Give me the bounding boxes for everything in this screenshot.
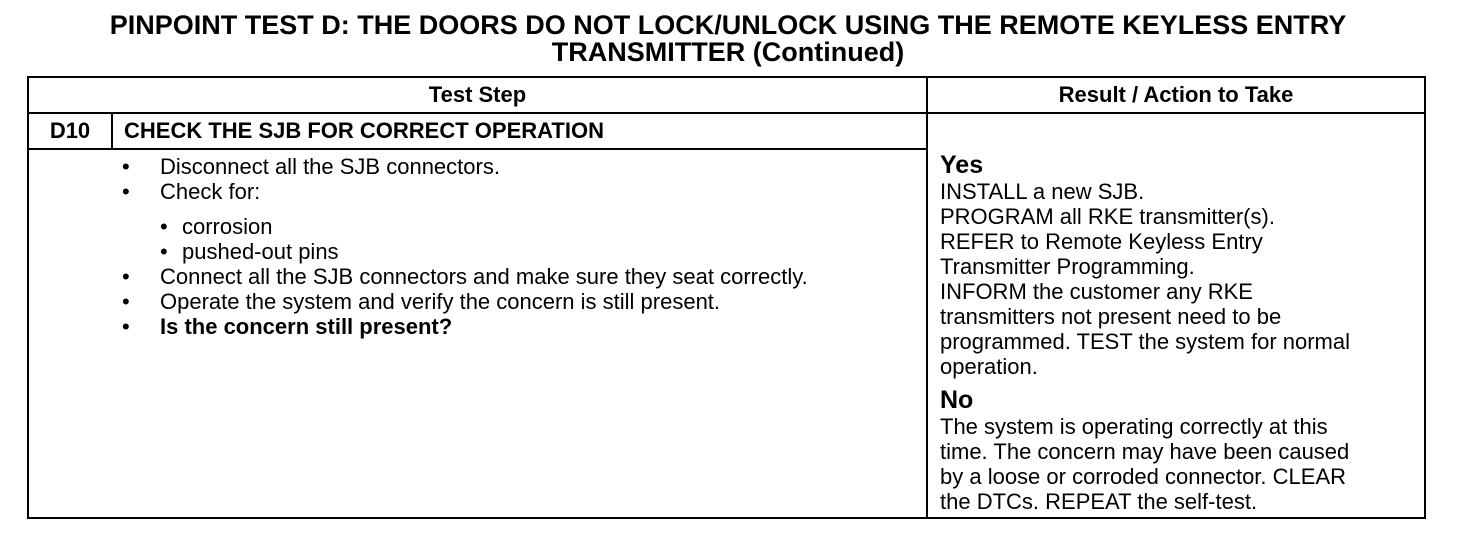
step-title-divider — [27, 148, 928, 150]
step-id-divider — [111, 112, 113, 150]
bullet-icon: • — [160, 239, 168, 264]
step-instructions — [116, 154, 916, 339]
list-item — [116, 314, 916, 339]
page-title — [0, 12, 1456, 66]
header-result-action: Result / Action to Take — [1058, 82, 1294, 107]
bullet-icon: • — [122, 289, 130, 314]
bullet-text: Check for: — [160, 179, 261, 204]
title-line-1: PINPOINT TEST D: THE DOORS DO NOT LOCK/UNLOCK USING THE REMOTE KEYLESS ENTRY — [109, 10, 1347, 40]
bullet-icon: • — [122, 179, 130, 204]
bullet-icon: • — [122, 314, 130, 339]
result-no-text: The system is operating correctly at this time. The concern may have been caused by a loose or corroded connector. CLEAR the DTCs. REPEAT the self-test. — [940, 414, 1350, 514]
bullet-icon: • — [122, 264, 130, 289]
bullet-icon: • — [160, 214, 168, 239]
list-item — [116, 289, 916, 314]
step-title: CHECK THE SJB FOR CORRECT OPERATION — [124, 118, 604, 143]
list-item — [116, 264, 840, 289]
header-divider — [27, 112, 1426, 114]
result-yes-text: INSTALL a new SJB. PROGRAM all RKE transmitter(s). REFER to Remote Keyless Entry Transmitter Programming. INFORM the customer any RKE transmitters not present need to be programmed. TEST the system for normal operation. — [940, 179, 1350, 379]
sub-bullet-text: corrosion — [182, 214, 273, 239]
column-divider — [926, 76, 928, 519]
bullet-icon: • — [122, 154, 130, 179]
bullet-text: Disconnect all the SJB connectors. — [160, 154, 500, 179]
step-id: D10 — [49, 118, 91, 143]
sub-bullet-text: pushed-out pins — [182, 239, 339, 264]
result-no-label: No — [940, 386, 974, 414]
bullet-question: Is the concern still present? — [160, 314, 453, 339]
bullet-text: Operate the system and verify the concern is still present. — [160, 289, 721, 314]
list-item — [116, 154, 916, 179]
title-line-2: TRANSMITTER (Continued) — [551, 37, 905, 67]
result-actions — [940, 152, 1424, 514]
list-item — [116, 179, 916, 204]
sub-list-item — [116, 214, 916, 239]
bullet-text: Connect all the SJB connectors and make sure they seat correctly. — [160, 264, 808, 289]
sub-list-item — [116, 239, 916, 264]
result-yes-label: Yes — [940, 151, 984, 179]
header-test-step: Test Step — [428, 82, 527, 107]
